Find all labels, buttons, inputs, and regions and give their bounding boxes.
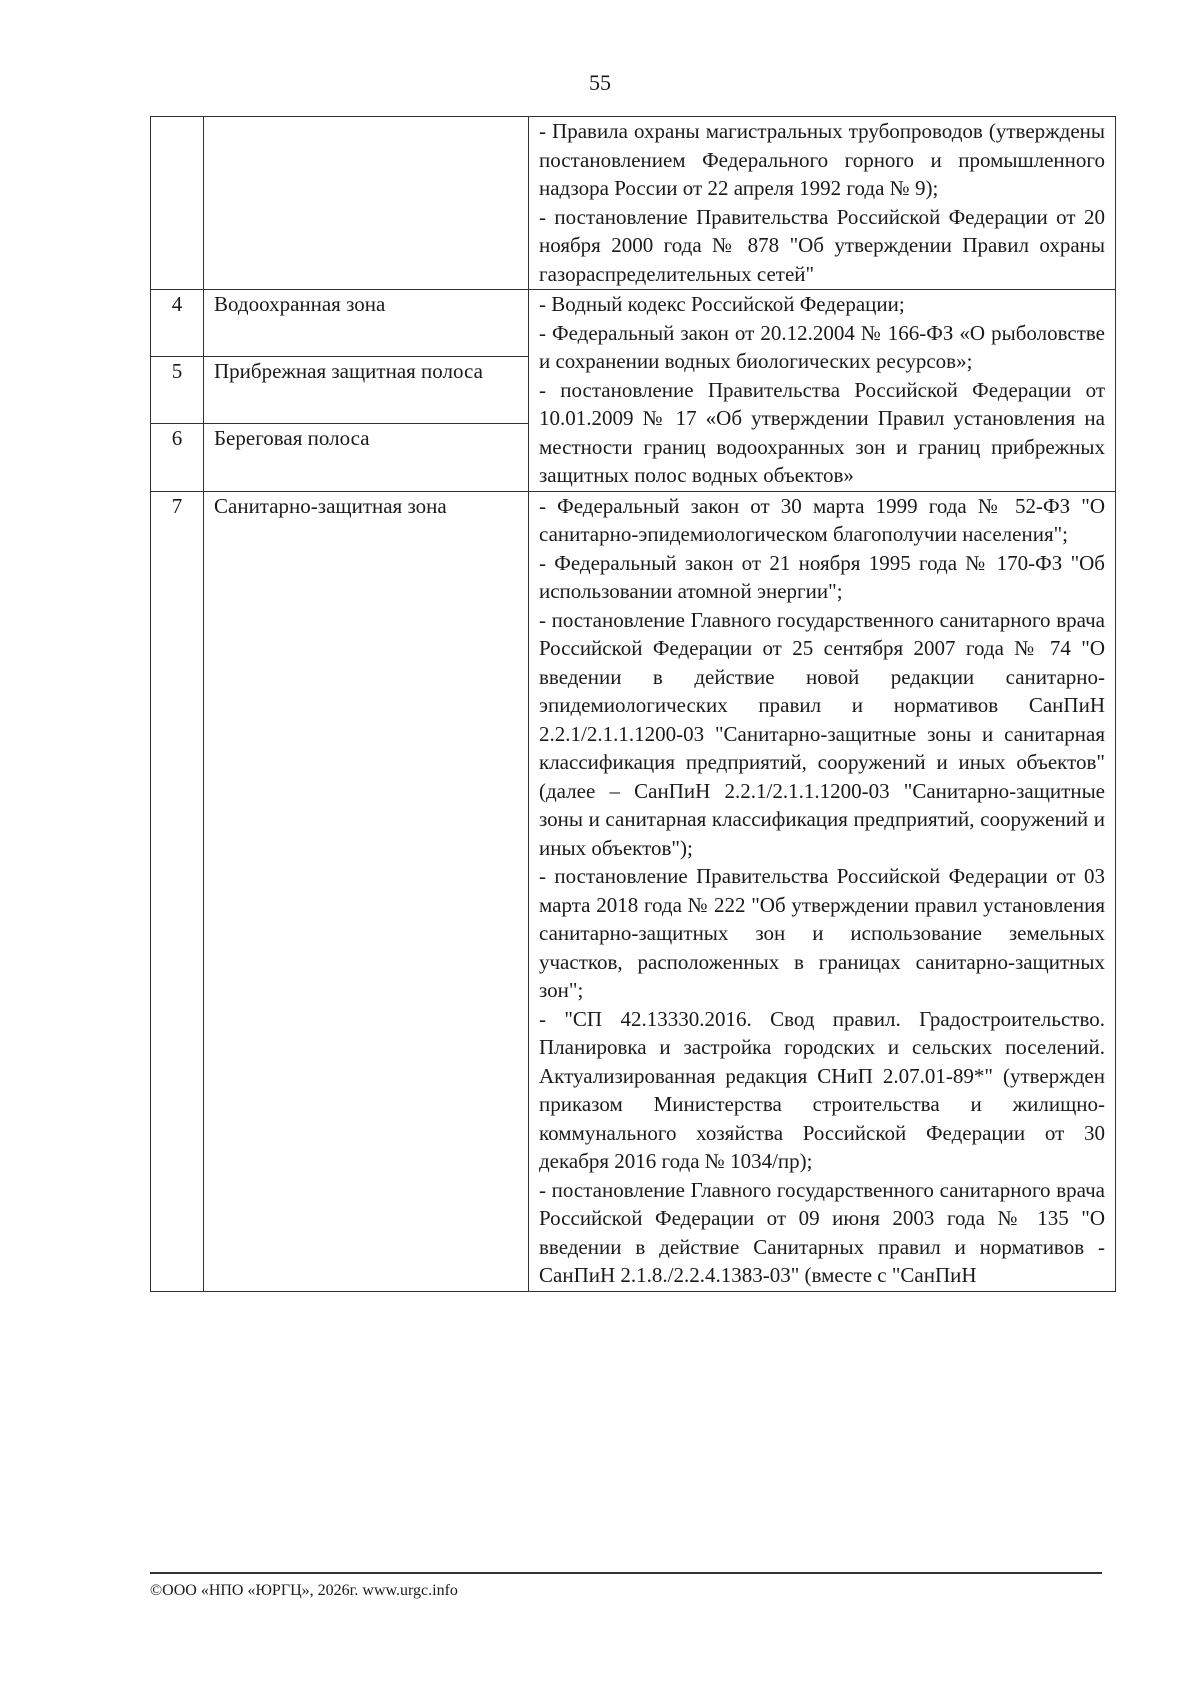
legal-paragraph: - Федеральный закон от 20.12.2004 № 166-ФЗ «О рыболовстве и сохранении водных биологических ресурсов»;	[539, 320, 1105, 373]
legal-paragraph: - Водный кодекс Российской Федерации;	[539, 292, 905, 316]
zone-name-cell: Водоохранная зона	[204, 290, 529, 357]
legal-basis-cell	[529, 491, 1116, 1291]
zone-name-cell	[204, 117, 529, 290]
legal-paragraph: - постановление Правительства Российской Федерации от 20 ноября 2000 года № 878 "Об утверждении Правил охраны газораспределительных сетей"	[539, 204, 1105, 286]
legal-paragraph: - постановление Правительства Российской Федерации от 10.01.2009 № 17 «Об утверждении Правил установления на местности границ водоохранных зон и границ прибрежных защитных полос водных объектов»	[539, 377, 1105, 487]
legal-paragraph: - "СП 42.13330.2016. Свод правил. Градостроительство. Планировка и застройка городских и сельских поселений. Актуализированная редакция СНиП 2.07.01-89*" (утвержден приказом Министерства строительства и жилищно-коммунального хозяйства Российской Федерации от 30 декабря 2016 года № 1034/пр);	[539, 1006, 1105, 1173]
legal-paragraph: - постановление Правительства Российской Федерации от 03 марта 2018 года № 222 "Об утверждении правил установления санитарно-защитных зон и использование земельных участков, расположенных в границах санитарно-защитных зон";	[539, 864, 1105, 1002]
table-row	[151, 491, 1116, 1291]
legal-paragraph: - Федеральный закон от 30 марта 1999 года № 52-ФЗ "О санитарно-эпидемиологическом благополучии населения";	[539, 493, 1105, 546]
zone-name-cell: Береговая полоса	[204, 424, 529, 491]
legal-paragraph: - Правила охраны магистральных трубопроводов (утверждены постановлением Федерального горного и промышленного надзора России от 22 апреля 1992 года № 9);	[539, 119, 1105, 200]
row-number-cell: 7	[151, 491, 204, 1291]
table-row	[151, 290, 1116, 357]
row-number-cell: 5	[151, 357, 204, 424]
table-row	[151, 117, 1116, 290]
row-number-cell	[151, 117, 204, 290]
legal-paragraph: - постановление Главного государственного санитарного врача Российской Федерации от 09 июня 2003 года № 135 "О введении в действие Санитарных правил и нормативов - СанПиН 2.1.8./2.2.4.1383-03" (вместе с "СанПиН	[539, 1177, 1105, 1287]
row-number-cell: 4	[151, 290, 204, 357]
page-number: 55	[589, 70, 611, 95]
legal-basis-cell	[529, 117, 1116, 290]
zones-table	[150, 116, 1116, 1292]
legal-basis-cell	[529, 290, 1116, 492]
row-number-cell: 6	[151, 424, 204, 491]
zone-name-cell: Санитарно-защитная зона	[204, 491, 529, 1291]
zone-name-cell: Прибрежная защитная полоса	[204, 357, 529, 424]
legal-paragraph: - Федеральный закон от 21 ноября 1995 года № 170-ФЗ "Об использовании атомной энергии";	[539, 550, 1105, 603]
footer-divider	[150, 1572, 1102, 1574]
footer-copyright: ©ООО «НПО «ЮРГЦ», 2026г. www.urgc.info	[150, 1582, 458, 1599]
legal-paragraph: - постановление Главного государственного санитарного врача Российской Федерации от 25 сентября 2007 года № 74 "О введении в действие новой редакции санитарно-эпидемиологических правил и нормативов СанПиН 2.2.1/2.1.1.1200-03 "Санитарно-защитные зоны и санитарная классификация предприятий, сооружений и иных объектов" (далее – СанПиН 2.2.1/2.1.1.1200-03 "Санитарно-защитные зоны и санитарная классификация предприятий, сооружений и иных объектов");	[539, 607, 1105, 860]
